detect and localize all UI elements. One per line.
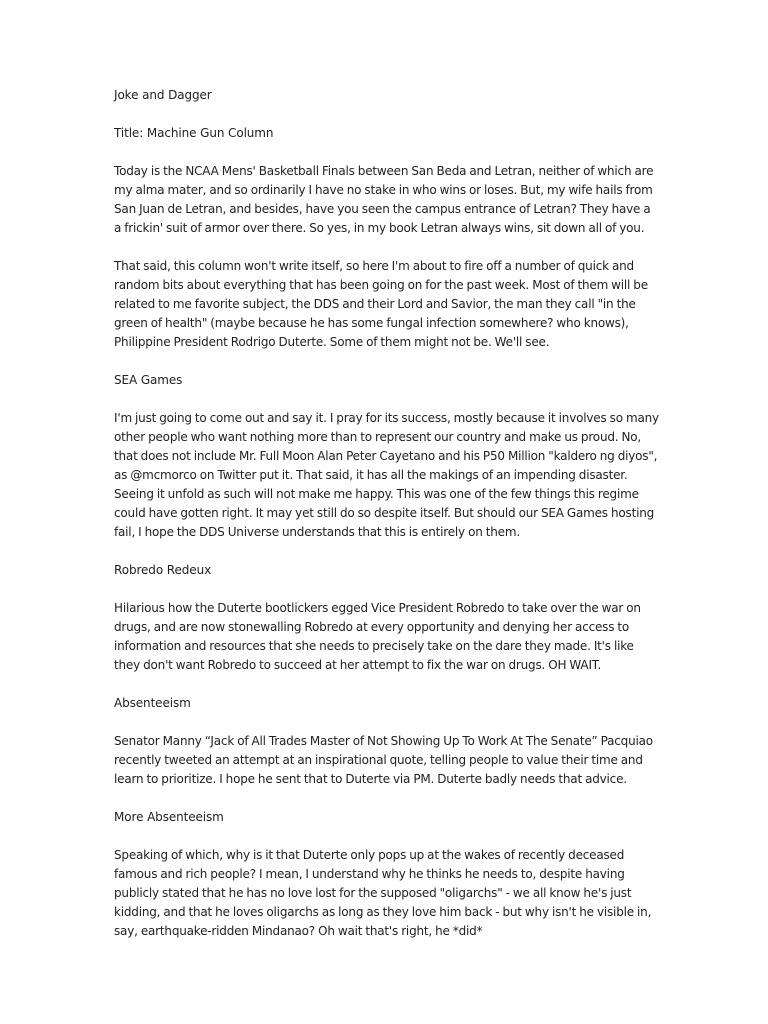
section-heading-robredo-redeux: Robredo Redeux xyxy=(114,563,212,577)
article-title: Title: Machine Gun Column xyxy=(114,126,274,140)
section-body-absenteeism: Senator Manny “Jack of All Trades Master of Not Showing Up To Work At The Senate” Pacquiao recently tweeted an attempt at an inspirational quote, telling people to value their time and learn to prioritize. I hope he sent that to Duterte via PM. Duterte badly needs that advice. xyxy=(114,734,653,786)
section-heading-sea-games: SEA Games xyxy=(114,373,183,387)
section-body-robredo-redeux: Hilarious how the Duterte bootlickers egged Vice President Robredo to take over the war on drugs, and are now stonewalling Robredo at every opportunity and denying her access to information and resources that she needs to precisely take on the dare they made. It's like they don't want Robredo to succeed at her attempt to fix the war on drugs. OH WAIT. xyxy=(114,601,641,672)
section-body-sea-games: I'm just going to come out and say it. I pray for its success, mostly because it involves so many other people who want nothing more than to represent our country and make us proud. No, that does not include Mr. Full Moon Alan Peter Cayetano and his P50 Million "kaldero ng diyos", as @mcmorco on Twitter put it. That said, it has all the makings of an impending disaster. Seeing it unfold as such will not make me happy. This was one of the few things this regime could have gotten right. It may yet still do so despite itself. But should our SEA Games hosting fail, I hope the DDS Universe understands that this is entirely on them. xyxy=(114,411,659,539)
intro-paragraph: Today is the NCAA Mens' Basketball Finals between San Beda and Letran, neither of which are my alma mater, and so ordinarily I have no stake in who wins or loses. But, my wife hails from San Juan de Letran, and besides, have you seen the campus entrance of Letran? They have a a frickin' suit of armor over there. So yes, in my book Letran always wins, sit down all of you. xyxy=(114,164,654,235)
section-heading-more-absenteeism: More Absenteeism xyxy=(114,810,224,824)
section-heading-absenteeism: Absenteeism xyxy=(114,696,191,710)
intro-paragraph: That said, this column won't write itself, so here I'm about to fire off a number of quick and random bits about everything that has been going on for the past week. Most of them will be related to me favorite subject, the DDS and their Lord and Savior, the man they call "in the green of health" (maybe because he has some fungal infection somewhere? who knows), Philippine President Rodrigo Duterte. Some of them might not be. We'll see. xyxy=(114,259,648,349)
column-name: Joke and Dagger xyxy=(114,88,212,102)
document-body xyxy=(114,86,660,960)
section-body-more-absenteeism: Speaking of which, why is it that Duterte only pops up at the wakes of recently deceased famous and rich people? I mean, I understand why he thinks he needs to, despite having publicly stated that he has no love lost for the supposed "oligarchs" - we all know he's just kidding, and that he loves oligarchs as long as they love him back - but why isn't he visible in, say, earthquake-ridden Mindanao? Oh wait that's right, he *did* xyxy=(114,848,652,938)
